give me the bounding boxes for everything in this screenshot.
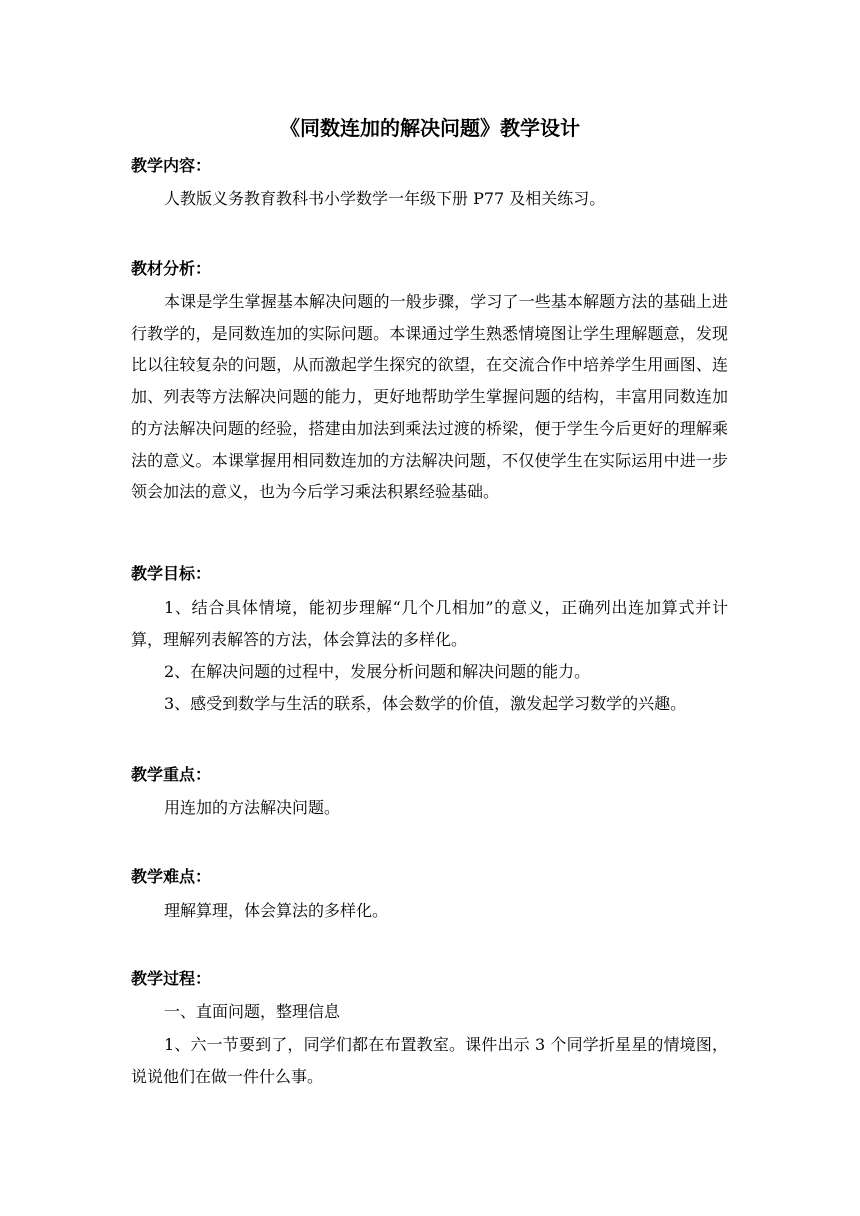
heading-teaching-content: 教学内容： (131, 156, 212, 175)
teaching-goal-item: 1、结合具体情境，能初步理解“几个几相加”的意义，正确列出连加算式并计算，理解列表解答的方法，体会算法的多样化。 (131, 598, 728, 649)
material-analysis-text: 本课是学生掌握基本解决问题的一般步骤，学习了一些基本解题方法的基础上进行教学的，是同数连加的实际问题。本课通过学生熟悉情境图让学生理解题意，发现比以往较复杂的问题，从而激起学生探究的欲望，在交流合作中培养学生用画图、连加、列表等方法解决问题的能力，更好地帮助学生掌握问题的结构，丰富用同数连加的方法解决问题的经验，搭建由加法到乘法过渡的桥梁，便于学生今后更好的理解乘法的意义。本课掌握用相同数连加的方法解决问题，不仅使学生在实际运用中进一步领会加法的意义，也为今后学习乘法积累经验基础。 (131, 292, 728, 502)
heading-key-point: 教学重点： (131, 765, 212, 784)
process-step-item: 一、直面问题，整理信息 (164, 1002, 341, 1021)
heading-material-analysis: 教材分析： (131, 259, 212, 278)
teaching-goal-item: 3、感受到数学与生活的联系，体会数学的价值，激发起学习数学的兴趣。 (164, 694, 687, 713)
document-title: 《同数连加的解决问题》教学设计 (280, 116, 580, 140)
heading-teaching-goals: 教学目标： (131, 564, 212, 583)
teaching-goal-item: 2、在解决问题的过程中，发展分析问题和解决问题的能力。 (164, 662, 591, 681)
heading-teaching-process: 教学过程： (131, 969, 212, 988)
heading-difficulty: 教学难点： (131, 867, 212, 886)
teaching-content-text: 人教版义务教育教科书小学数学一年级下册 P77 及相关练习。 (164, 189, 606, 208)
process-step-item: 1、六一节要到了，同学们都在布置教室。课件出示 3 个同学折星星的情境图，说说他们在做一件什么事。 (131, 1035, 728, 1086)
difficulty-text: 理解算理，体会算法的多样化。 (164, 901, 389, 920)
key-point-text: 用连加的方法解决问题。 (164, 798, 341, 817)
